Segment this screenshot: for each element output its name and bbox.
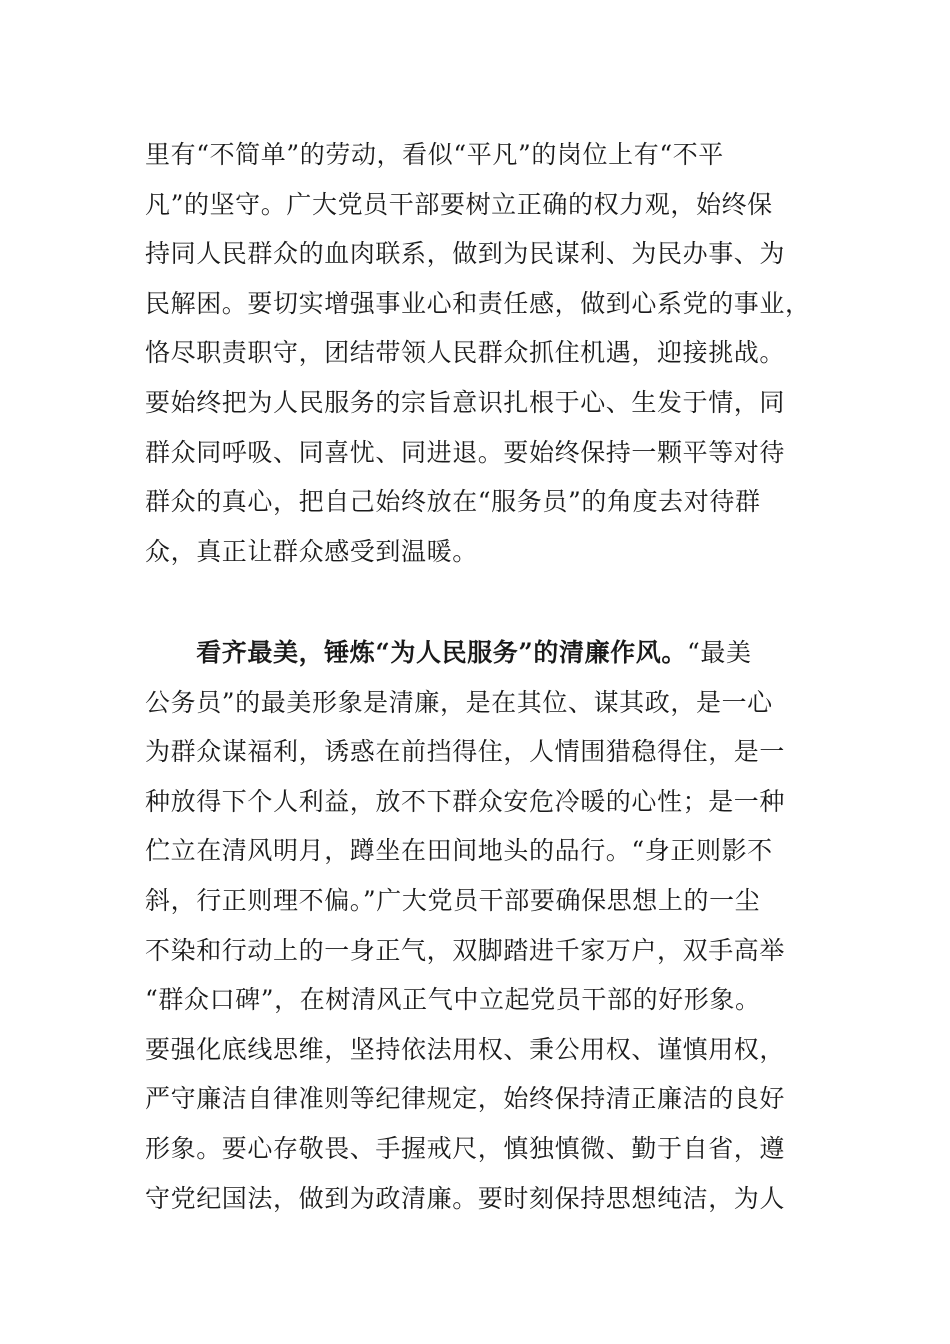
paragraph-line: 众，真正让群众感受到温暖。 [145,536,478,566]
paragraph-line: 群众的真心，把自己始终放在“服务员”的角度去对待群 [145,487,761,517]
paragraph-line: 不染和行动上的一身正气，双脚踏进千家万户，双手高举 [145,935,786,965]
paragraph-line: 群众同呼吸、同喜忧、同进退。要始终保持一颗平等对待 [145,437,786,467]
paragraph-line: 形象。要心存敬畏、手握戒尺，慎独慎微、勤于自省，遵 [145,1133,786,1163]
paragraph-line: 种放得下个人利益，放不下群众安危冷暖的心性；是一种 [145,786,786,816]
paragraph-line: 严守廉洁自律准则等纪律规定，始终保持清正廉洁的良好 [145,1084,786,1114]
paragraph-line: 要强化底线思维，坚持依法用权、秉公用权、谨慎用权， [145,1034,786,1064]
paragraph-heading: 看齐最美，锤炼“为人民服务”的清廉作风。 [196,638,687,667]
paragraph-line: 里有“不简单”的劳动，看似“平凡”的岗位上有“不平 [145,140,724,169]
paragraph-2 [145,628,815,1223]
paragraph-first-line [145,628,815,678]
paragraph-line: 民解困。要切实增强事业心和责任感，做到心系党的事业， [145,288,811,318]
paragraph-line: 为群众谋福利，诱惑在前挡得住，人情围猎稳得住，是一 [145,737,786,767]
paragraph-text: “最美 [686,638,752,667]
paragraph-line: 恪尽职责职守，团结带领人民群众抓住机遇，迎接挑战。 [145,338,786,368]
paragraph-line: 持同人民群众的血肉联系，做到为民谋利、为民办事、为 [145,239,786,269]
paragraph-1 [145,130,815,576]
paragraph-line: “群众口碑”，在树清风正气中立起党员干部的好形象。 [145,985,761,1015]
paragraph-line: 公务员”的最美形象是清廉，是在其位、谋其政，是一心 [145,687,773,717]
paragraph-line: 斜，行正则理不偏。”广大党员干部要确保思想上的一尘 [145,885,761,915]
paragraph-line: 要始终把为人民服务的宗旨意识扎根于心、生发于情，同 [145,387,786,417]
paragraph-line: 伫立在清风明月，蹲坐在田间地头的品行。“身正则影不 [145,836,773,866]
paragraph-line: 守党纪国法，做到为政清廉。要时刻保持思想纯洁，为人 [145,1183,786,1213]
paragraph-line: 凡”的坚守。广大党员干部要树立正确的权力观，始终保 [145,189,773,219]
